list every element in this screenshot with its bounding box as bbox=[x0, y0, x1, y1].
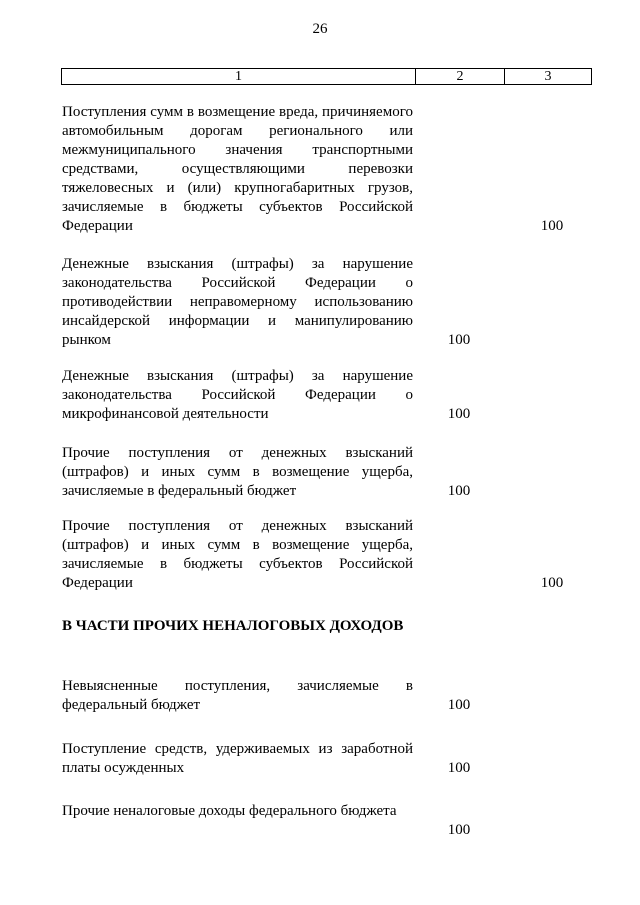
table-row bbox=[62, 740, 602, 778]
row-description: Поступление средств, удерживаемых из заработной платы осужденных bbox=[62, 741, 413, 776]
page-number: 26 bbox=[312, 21, 328, 37]
table-row bbox=[62, 255, 602, 350]
table-row bbox=[62, 367, 602, 424]
section-heading-text: В ЧАСТИ ПРОЧИХ НЕНАЛОГОВЫХ ДОХОДОВ bbox=[62, 618, 404, 634]
header-col-3: 3 bbox=[544, 69, 552, 84]
table-row bbox=[62, 677, 602, 715]
row-value-col2: 100 bbox=[447, 332, 471, 348]
row-description: Прочие поступления от денежных взысканий (штрафов) и иных сумм в возмещение ущерба, зачисляемые в федеральный бюджет bbox=[62, 445, 413, 499]
row-value-col3: 100 bbox=[540, 575, 564, 591]
table-header bbox=[61, 68, 592, 85]
section-heading bbox=[62, 617, 602, 636]
table-row bbox=[62, 517, 602, 593]
row-description: Денежные взыскания (штрафы) за нарушение законодательства Российской Федерации о микрофинансовой деятельности bbox=[62, 368, 413, 422]
row-description: Прочие неналоговые доходы федерального бюджета bbox=[62, 803, 397, 819]
table-row bbox=[62, 103, 602, 236]
row-value-col2: 100 bbox=[447, 822, 471, 838]
row-description: Поступления сумм в возмещение вреда, причиняемого автомобильным дорогам регионального или межмуниципального значения транспортными средствами, осуществляющими перевозки тяжеловесных и (или) крупногабаритных грузов, зачисляемые в бюджеты субъектов Российской Федерации bbox=[62, 104, 413, 234]
row-value-col2: 100 bbox=[447, 406, 471, 422]
row-value-col2: 100 bbox=[447, 483, 471, 499]
row-description: Денежные взыскания (штрафы) за нарушение законодательства Российской Федерации о противодействии неправомерному использованию инсайдерской информации и манипулированию рынком bbox=[62, 256, 413, 348]
row-value-col2: 100 bbox=[447, 697, 471, 713]
row-description: Невыясненные поступления, зачисляемые в федеральный бюджет bbox=[62, 678, 413, 713]
table-row bbox=[62, 802, 602, 838]
row-value-col2: 100 bbox=[447, 760, 471, 776]
row-description: Прочие поступления от денежных взысканий (штрафов) и иных сумм в возмещение ущерба, зачисляемые в бюджеты субъектов Российской Федерации bbox=[62, 518, 413, 591]
row-value-col3: 100 bbox=[540, 218, 564, 234]
header-col-2: 2 bbox=[416, 69, 505, 84]
table-row bbox=[62, 444, 602, 501]
header-col-1: 1 bbox=[62, 69, 416, 84]
